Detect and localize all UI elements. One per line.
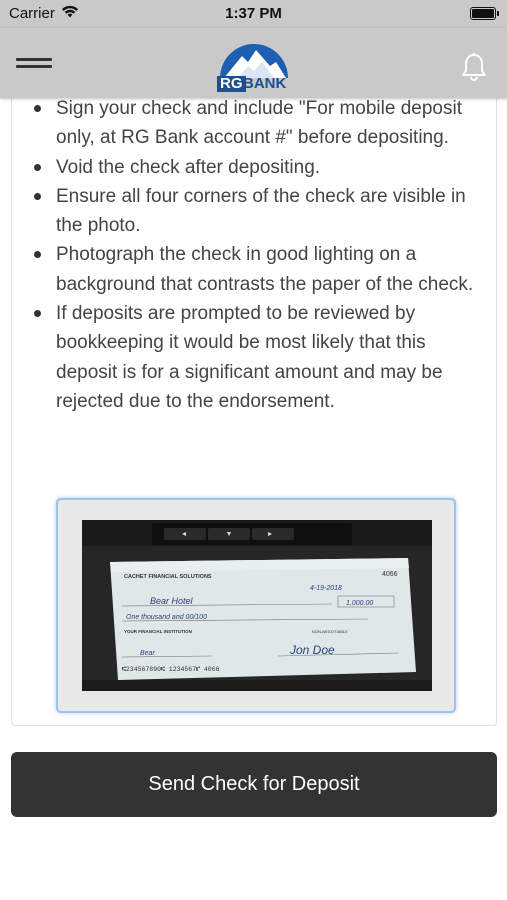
check-nonnegotiable-text: NON-NEGOTIABLE: [312, 629, 348, 634]
check-memo-text: Bear: [140, 650, 155, 657]
check-company-text: CACHET FINANCIAL SOLUTIONS: [124, 574, 212, 580]
check-payee-text: Bear Hotel: [150, 596, 193, 606]
check-amount-text: 1,000.00: [346, 600, 374, 607]
check-signature-text: Jon Doe: [290, 643, 335, 657]
hamburger-menu-icon[interactable]: [16, 58, 54, 76]
instruction-item: Ensure all four corners of the check are visible in the photo.: [12, 182, 498, 241]
check-micr-text: ⑆234567890⑆ 1234567⑈ 4066: [122, 666, 220, 673]
check-date-text: 4-19-2018: [310, 585, 342, 592]
status-bar: [0, 0, 507, 28]
app-header: [0, 28, 507, 98]
send-check-for-deposit-button[interactable]: Send Check for Deposit: [11, 752, 497, 817]
bell-icon[interactable]: [461, 52, 487, 82]
instructions-list: [12, 94, 498, 416]
instruction-item: Void the check after depositing.: [12, 153, 498, 182]
battery-icon: [470, 7, 496, 20]
instruction-item: Sign your check and include "For mobile deposit only, at RG Bank account #" before depositing.: [12, 94, 498, 153]
check-number-text: 4066: [382, 571, 398, 578]
check-image-frame[interactable]: [56, 498, 456, 713]
instruction-item: Photograph the check in good lighting on a background that contrasts the paper of the check.: [12, 240, 498, 299]
deposit-instructions-card: [11, 80, 497, 726]
clock: 1:37 PM: [225, 5, 282, 22]
logo-bank-text: BANK: [243, 75, 287, 92]
rg-bank-logo: [214, 40, 294, 94]
instruction-item: If deposits are prompted to be reviewed by bookkeeping it would be most likely that this deposit is for a significant amount and may be rejected due to the endorsement.: [12, 299, 498, 416]
check-photo: [82, 520, 432, 691]
check-amount-words-text: One thousand and 00/100: [126, 614, 207, 621]
carrier-label: Carrier: [9, 5, 55, 22]
check-bank-text: YOUR FINANCIAL INSTITUTION: [124, 629, 192, 634]
logo-rg-text: RG: [217, 76, 246, 92]
mountain-logo-icon: [214, 40, 294, 80]
